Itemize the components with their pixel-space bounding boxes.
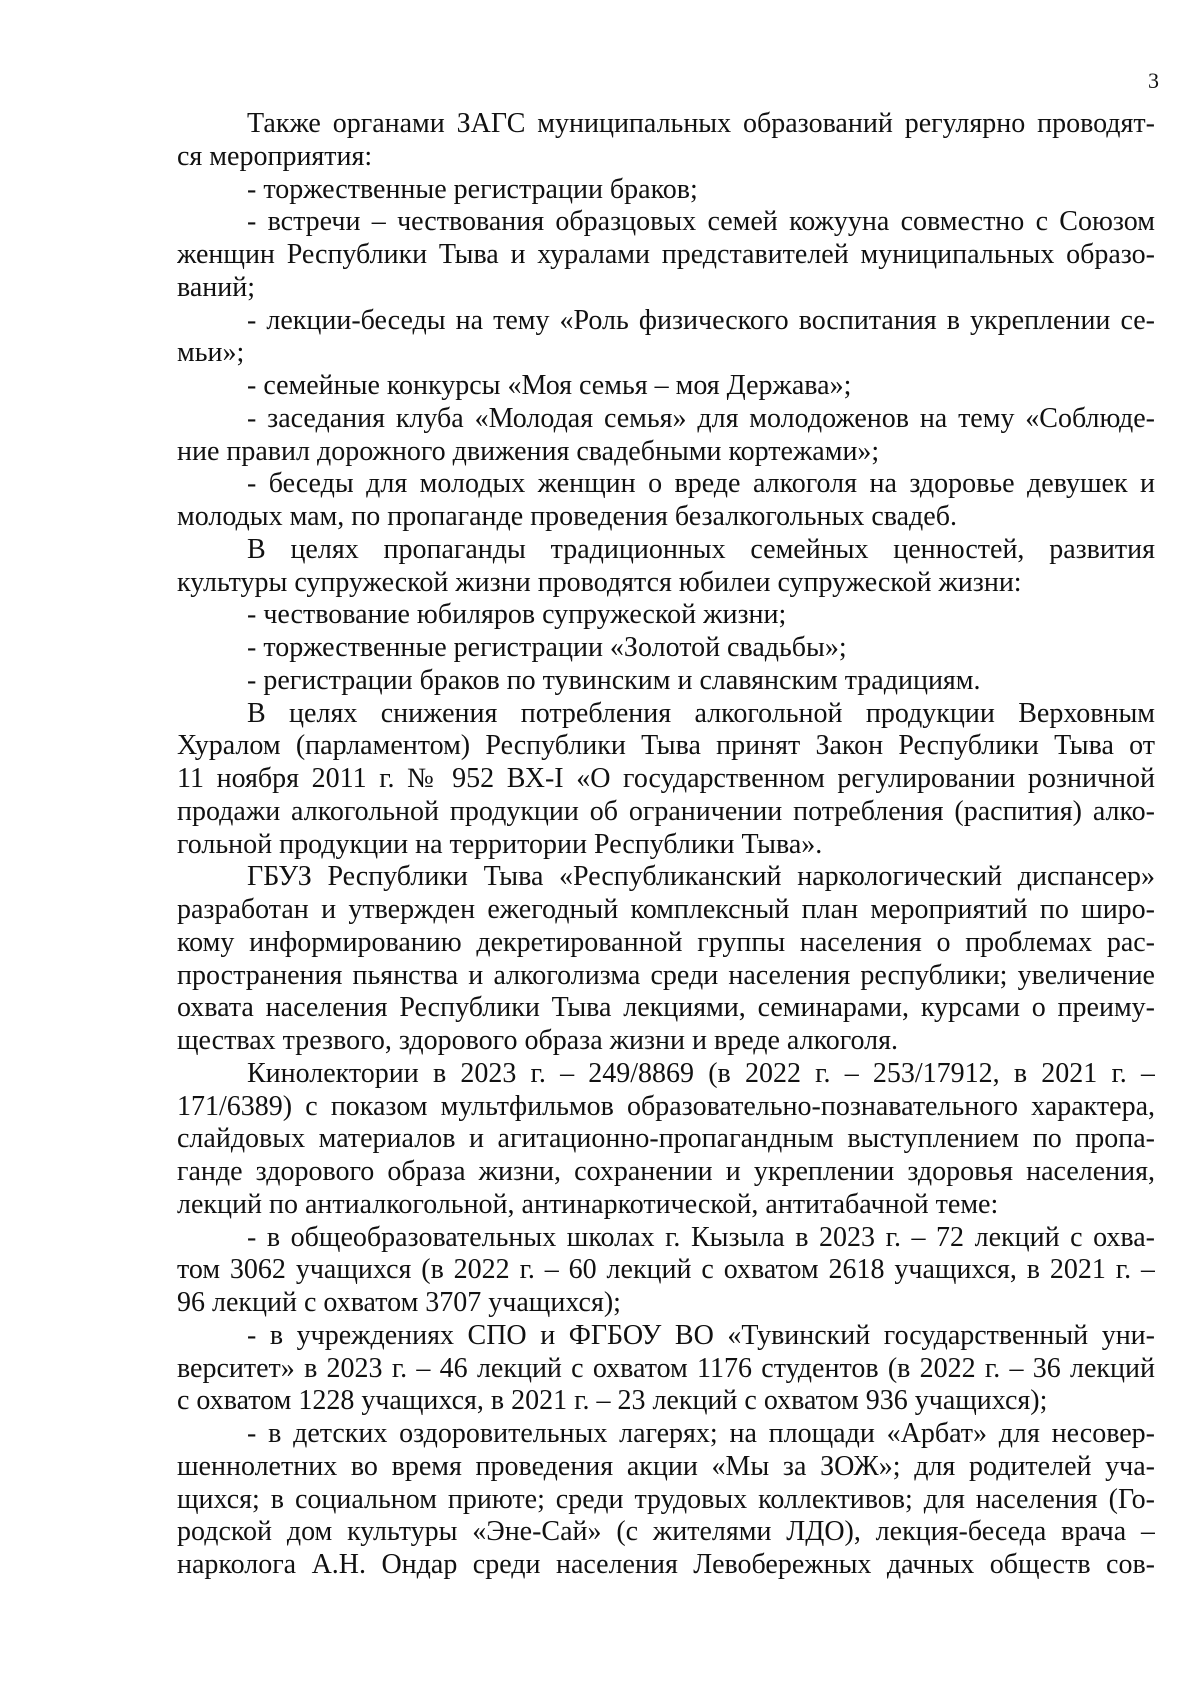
text-line: - чествование юбиляров супружеской жизни; [247, 599, 787, 631]
text-line: верситет» в 2023 г. – 46 лекций с охватом 1176 студентов (в 2022 г. – 36 лекций [177, 1352, 1155, 1384]
text-line: - в детских оздоровительных лагерях; на площади «Арбат» для несовер- [247, 1418, 1155, 1449]
text-line: разработан и утвержден ежегодный комплексный план мероприятий по широ- [177, 894, 1155, 925]
text-line: щихся; в социальном приюте; среди трудовых коллективов; для населения (Го- [177, 1483, 1155, 1515]
text-line: продажи алкогольной продукции об ограничении потребления (распития) алко- [177, 795, 1155, 827]
text-line: - беседы для молодых женщин о вреде алкоголя на здоровье девушек и [247, 468, 1155, 500]
text-line: - лекции-беседы на тему «Роль физического воспитания в укреплении се- [247, 304, 1155, 336]
text-line: гольной продукции на территории Республики Тыва». [177, 828, 823, 860]
text-line: культуры супружеской жизни проводятся юбилеи супружеской жизни: [177, 566, 1022, 598]
document-body [177, 108, 1155, 1582]
text-line: мьи»; [177, 337, 245, 369]
text-line: лекций по антиалкогольной, антинаркотической, антитабачной теме: [177, 1188, 999, 1220]
text-line: В целях пропаганды традиционных семейных ценностей, развития [247, 533, 1155, 565]
text-line: 96 лекций с охватом 3707 учащихся); [177, 1287, 621, 1318]
text-line: слайдовых материалов и агитационно-пропагандным выступлением по пропа- [177, 1123, 1155, 1155]
text-line: 171/6389) с показом мультфильмов образовательно-познавательного характера, [177, 1090, 1155, 1122]
page-number: 3 [1148, 68, 1159, 93]
text-line: - встречи – чествования образцовых семей кожууна совместно с Союзом [247, 206, 1155, 238]
text-line: ние правил дорожного движения свадебными кортежами»; [177, 435, 880, 467]
text-line: с охватом 1228 учащихся, в 2021 г. – 23 лекций с охватом 936 учащихся); [177, 1385, 1048, 1417]
text-line: кому информированию декретированной группы населения о проблемах рас- [177, 926, 1155, 958]
text-line: пространения пьянства и алкоголизма среди населения республики; увеличение [177, 959, 1155, 991]
text-line: молодых мам, по пропаганде проведения безалкогольных свадеб. [177, 501, 957, 532]
text-line: женщин Республики Тыва и хуралами представителей муниципальных образо- [177, 239, 1155, 270]
text-line: ся мероприятия: [177, 140, 373, 172]
text-line: - торжественные регистрации браков; [247, 173, 698, 205]
text-line: ГБУЗ Республики Тыва «Республиканский наркологический диспансер» [247, 861, 1155, 893]
text-line: родской дом культуры «Эне-Сай» (с жителями ЛДО), лекция-беседа врача – [177, 1516, 1155, 1548]
text-line: ществах трезвого, здорового образа жизни и вреде алкоголя. [177, 1025, 899, 1056]
text-line: В целях снижения потребления алкогольной продукции Верховным [247, 697, 1155, 729]
text-line: - в общеобразовательных школах г. Кызыла в 2023 г. – 72 лекций с охва- [247, 1221, 1155, 1253]
text-line: - регистрации браков по тувинским и славянским традициям. [247, 664, 981, 696]
text-line: - торжественные регистрации «Золотой свадьбы»; [247, 632, 847, 663]
text-line: Кинолектории в 2023 г. – 249/8869 (в 2022 г. – 253/17912, в 2021 г. – [247, 1057, 1155, 1089]
text-line: ваний; [177, 271, 256, 303]
text-line: - в учреждениях СПО и ФГБОУ ВО «Тувинский государственный уни- [247, 1319, 1155, 1351]
text-line: 11 ноября 2011 г. № 952 ВХ-I «О государственном регулировании розничной [177, 763, 1155, 794]
text-line: - заседания клуба «Молодая семья» для молодоженов на тему «Соблюде- [247, 402, 1155, 434]
text-line: - семейные конкурсы «Моя семья – моя Держава»; [247, 370, 852, 401]
text-line: нарколога А.Н. Ондар среди населения Левобережных дачных обществ сов- [177, 1549, 1155, 1580]
text-line: том 3062 учащихся (в 2022 г. – 60 лекций с охватом 2618 учащихся, в 2021 г. – [177, 1254, 1155, 1286]
text-line: шеннолетних во время проведения акции «Мы за ЗОЖ»; для родителей уча- [177, 1450, 1155, 1482]
text-line: ганде здорового образа жизни, сохранении и укреплении здоровья населения, [177, 1156, 1155, 1187]
text-line: Также органами ЗАГС муниципальных образований регулярно проводят- [247, 108, 1155, 139]
text-line: охвата населения Республики Тыва лекциями, семинарами, курсами о преиму- [177, 992, 1155, 1024]
text-line: Хуралом (парламентом) Республики Тыва принят Закон Республики Тыва от [177, 730, 1155, 762]
